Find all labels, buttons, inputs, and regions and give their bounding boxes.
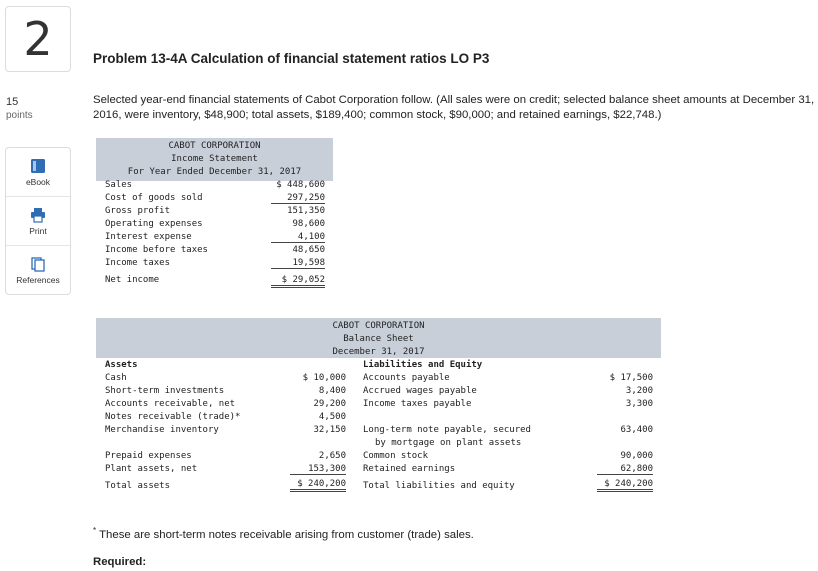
footnote bbox=[93, 526, 474, 541]
liability-label: Income taxes payable bbox=[363, 399, 472, 409]
asset-label: Short-term investments bbox=[105, 386, 225, 396]
asset-label: Accounts receivable, net bbox=[105, 399, 236, 409]
balance-sheet-header bbox=[96, 318, 661, 358]
bs-company-name: CABOT CORPORATION bbox=[332, 321, 425, 331]
asset-value: 32,150 bbox=[313, 425, 346, 435]
printer-icon bbox=[30, 207, 46, 223]
liability-value: $ 17,500 bbox=[609, 373, 653, 383]
problem-intro: Selected year-end financial statements of Cabot Corporation follow. (All sales were on credit; selected balance sheet amounts at December 31, 2016, were inventory, $48,900; total assets, $189,400; common stock, $90,000; and retained earnings, $22,748.) bbox=[93, 94, 815, 121]
ebook-button[interactable] bbox=[6, 148, 70, 197]
references-icon bbox=[30, 256, 46, 272]
asset-label: Notes receivable (trade)* bbox=[105, 412, 241, 422]
ebook-label: eBook bbox=[25, 176, 51, 187]
is-row: Income taxes 19,598 bbox=[105, 258, 325, 268]
points-label: points bbox=[6, 110, 33, 121]
liability-label-continued: by mortgage on plant assets bbox=[375, 438, 522, 448]
references-button[interactable] bbox=[6, 246, 70, 294]
asset-value: 153,300 bbox=[290, 464, 346, 475]
bs-date: December 31, 2017 bbox=[332, 347, 425, 357]
is-row: Sales $ 448,600 bbox=[105, 180, 325, 190]
equity-value: 90,000 bbox=[620, 451, 653, 461]
liability-value: 3,300 bbox=[625, 399, 653, 409]
is-row: Operating expenses 98,600 bbox=[105, 219, 325, 229]
total-liabilities-equity-value: $ 240,200 bbox=[597, 479, 653, 492]
is-company-name: CABOT CORPORATION bbox=[168, 141, 261, 151]
bs-statement-title: Balance Sheet bbox=[343, 334, 414, 344]
asset-value: $ 10,000 bbox=[302, 373, 346, 383]
is-row-net-income: Net income $ 29,052 bbox=[96, 275, 333, 288]
total-liabilities-equity-label: Total liabilities and equity bbox=[363, 481, 515, 491]
tool-panel bbox=[5, 147, 71, 295]
asset-label: Merchandise inventory bbox=[105, 425, 219, 435]
asset-value: 4,500 bbox=[318, 412, 346, 422]
print-button[interactable] bbox=[6, 197, 70, 246]
equity-label: Common stock bbox=[363, 451, 429, 461]
is-row: Cost of goods sold 297,250 bbox=[105, 193, 325, 203]
asset-label: Prepaid expenses bbox=[105, 451, 192, 461]
points-value: 15 bbox=[6, 96, 19, 108]
problem-title: Problem 13-4A Calculation of financial statement ratios LO P3 bbox=[93, 51, 490, 66]
liabilities-heading: Liabilities and Equity bbox=[363, 360, 483, 370]
question-number: 2 bbox=[5, 6, 71, 72]
footnote-mark: * bbox=[93, 526, 97, 535]
is-row: Income before taxes 48,650 bbox=[105, 245, 325, 255]
balance-sheet bbox=[96, 318, 661, 496]
is-row: Gross profit 151,350 bbox=[105, 206, 325, 216]
print-label: Print bbox=[29, 225, 47, 236]
is-statement-title: Income Statement bbox=[171, 154, 258, 164]
income-statement-header bbox=[96, 138, 333, 181]
book-icon bbox=[30, 158, 46, 174]
liability-label: Accounts payable bbox=[363, 373, 450, 383]
asset-label: Plant assets, net bbox=[105, 464, 198, 474]
required-heading: Required: bbox=[93, 556, 147, 568]
asset-value: 8,400 bbox=[318, 386, 346, 396]
liability-value: 3,200 bbox=[625, 386, 653, 396]
is-period: For Year Ended December 31, 2017 bbox=[127, 167, 302, 177]
liability-label: Long-term note payable, secured bbox=[363, 425, 531, 435]
total-assets-label: Total assets bbox=[105, 481, 171, 491]
assets-heading: Assets bbox=[105, 360, 138, 370]
income-statement bbox=[96, 138, 333, 294]
equity-label: Retained earnings bbox=[363, 464, 456, 474]
asset-value: 29,200 bbox=[313, 399, 346, 409]
total-assets-value: $ 240,200 bbox=[290, 479, 346, 492]
liability-value: 63,400 bbox=[620, 425, 653, 435]
equity-value: 62,800 bbox=[597, 464, 653, 475]
asset-value: 2,650 bbox=[318, 451, 346, 461]
liability-label: Accrued wages payable bbox=[363, 386, 477, 396]
footnote-text: These are short-term notes receivable arising from customer (trade) sales. bbox=[96, 528, 474, 541]
asset-label: Cash bbox=[105, 373, 127, 383]
references-label: References bbox=[16, 274, 60, 285]
is-row: Interest expense 4,100 bbox=[105, 232, 325, 242]
